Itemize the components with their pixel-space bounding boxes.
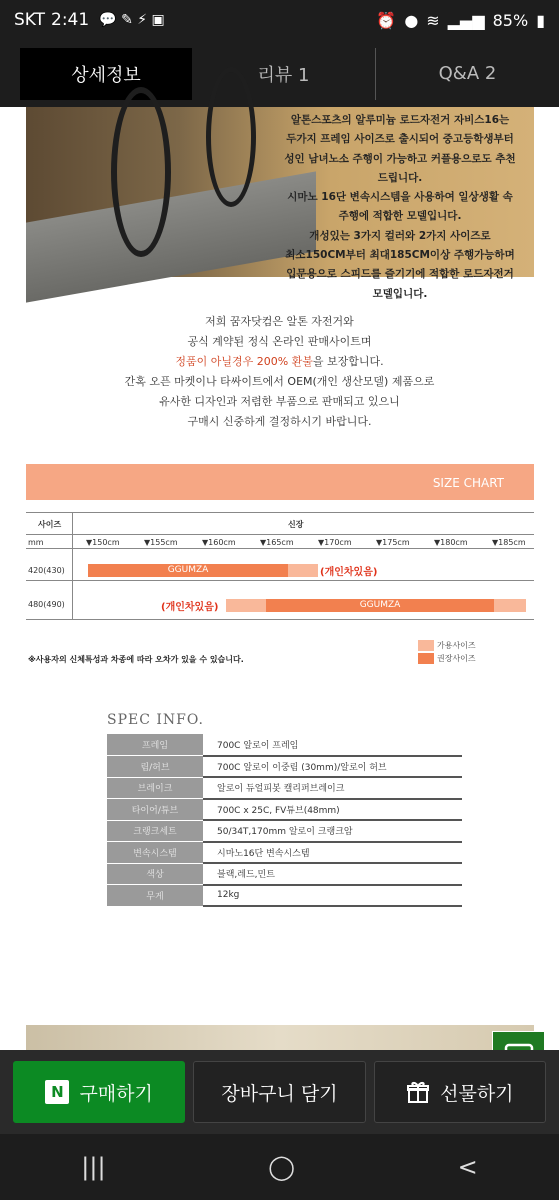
spec-key: 무게: [107, 885, 203, 907]
tab-qna[interactable]: Q&A 2: [375, 48, 559, 100]
unit-label: mm: [28, 538, 44, 547]
row-label: 420(430): [28, 566, 65, 575]
spec-title: SPEC INFO.: [107, 712, 204, 728]
size-chart-title: SIZE CHART: [432, 476, 504, 490]
spec-key: 프레임: [107, 734, 203, 756]
individual-note: (개인차있음): [161, 602, 219, 613]
notice-line: 간혹 오픈 마켓이나 타싸이트에서 OEM(개인 생산모델) 제품으로: [124, 375, 435, 388]
spec-row: [107, 885, 462, 907]
hero-image: [26, 107, 534, 300]
individual-note: (개인차있음): [320, 567, 378, 578]
spec-key: 색상: [107, 863, 203, 885]
hero-line: 최소150CM부터 최대185CM이상 주행가능하며: [285, 249, 515, 262]
notification-icons: 💬 ✎ ⚡ ▣: [99, 12, 165, 28]
tick-label: ▼175cm: [376, 538, 410, 547]
legend-recommended: [418, 653, 476, 664]
gift-button[interactable]: [374, 1061, 546, 1123]
spec-key: 변속시스템: [107, 842, 203, 864]
alarm-icon: ⏰: [376, 10, 397, 30]
spec-value: 700C x 25C, FV튜브(48mm): [203, 799, 462, 821]
signal-icon: ▂▄▆: [447, 10, 485, 30]
recent-apps-button[interactable]: |||: [81, 1153, 106, 1181]
tick-label: ▼155cm: [144, 538, 178, 547]
spec-key: 크랭크세트: [107, 820, 203, 842]
legend-label: 권장사이즈: [437, 654, 476, 663]
back-button[interactable]: <: [457, 1153, 478, 1181]
add-to-cart-button[interactable]: [193, 1061, 365, 1123]
usable-bar: [288, 564, 318, 577]
divider: [26, 534, 534, 535]
tick-label: ▼185cm: [492, 538, 526, 547]
row-label: 480(490): [28, 600, 65, 609]
hero-line: 주행에 적합한 모델입니다.: [338, 210, 462, 223]
legend-label: 가용사이즈: [437, 641, 476, 650]
battery-icon: ▮: [536, 10, 545, 30]
size-chart-header: [26, 464, 534, 500]
clock: 2:41: [51, 10, 90, 30]
spec-value: 블랙,레드,민트: [203, 863, 462, 885]
legend-usable: [418, 640, 476, 651]
hero-description: [280, 111, 520, 304]
notice-text: 을 보장합니다.: [312, 355, 384, 368]
divider: [26, 580, 534, 581]
spec-row: [107, 799, 462, 821]
tick-label: ▼180cm: [434, 538, 468, 547]
product-detail-content[interactable]: [0, 107, 559, 1050]
notice-line: 공식 계약된 정식 온라인 판매사이트며: [187, 335, 372, 348]
spec-value: 700C 알로이 이중림 (30mm)/알로이 허브: [203, 756, 462, 778]
bike-wheel: [111, 87, 171, 257]
divider: [72, 512, 73, 620]
location-icon: ●: [404, 10, 419, 30]
tick-label: ▼165cm: [260, 538, 294, 547]
wifi-icon: ≋: [426, 10, 440, 30]
spec-row: [107, 756, 462, 778]
spec-row: [107, 820, 462, 842]
recommended-bar: GGUMZA: [266, 599, 494, 612]
authenticity-notice: [0, 312, 559, 432]
hero-line: 성인 남녀노소 주행이 가능하고 커플용으로도 추천드립니다.: [284, 152, 516, 184]
action-bar: [0, 1050, 559, 1134]
spec-row: [107, 777, 462, 799]
spec-row: [107, 842, 462, 864]
hero-line: 입문용으로 스피드를 즐기기에 적합한 로드자전거 모델입니다.: [286, 268, 514, 300]
tick-label: ▼160cm: [202, 538, 236, 547]
spec-row: [107, 734, 462, 756]
notice-line: 저희 꿈자닷컴은 알톤 자전거와: [205, 315, 354, 328]
status-bar: [0, 0, 559, 40]
spec-value: 알로이 듀얼피봇 캘리퍼브레이크: [203, 777, 462, 799]
hero-line: 알톤스포츠의 알루미늄 로드자전거 자비스16는: [290, 114, 510, 126]
spec-value: 12kg: [203, 885, 462, 907]
size-chart-note: ※사용자의 신체특성과 차종에 따라 오차가 있을 수 있습니다.: [28, 655, 244, 664]
notice-line: 구매시 신중하게 결정하시기 바랍니다.: [187, 415, 372, 428]
col-height: 신장: [288, 520, 304, 529]
system-nav-bar: [0, 1134, 559, 1200]
spec-table: [107, 734, 462, 907]
divider: [26, 548, 534, 549]
spec-value: 700C 알로이 프레임: [203, 734, 462, 756]
cart-label: 장바구니 담기: [221, 1082, 338, 1105]
spec-key: 브레이크: [107, 777, 203, 799]
recommended-bar: GGUMZA: [88, 564, 288, 577]
spec-info: [107, 712, 467, 907]
tick-label: ▼170cm: [318, 538, 352, 547]
buy-button[interactable]: [13, 1061, 185, 1123]
refund-guarantee: 정품이 아닐경우 200% 환불: [175, 355, 313, 368]
spec-key: 타이어/튜브: [107, 799, 203, 821]
usable-bar: [494, 599, 526, 612]
system-icons: [376, 11, 545, 30]
tab-bar: [0, 40, 559, 107]
gift-label: 선물하기: [440, 1082, 514, 1105]
home-button[interactable]: ◯: [268, 1153, 295, 1181]
hero-line: 시마노 16단 변속시스템을 사용하여 일상생활 속: [287, 191, 513, 204]
tab-detail[interactable]: 상세정보: [20, 48, 192, 100]
gift-icon: [406, 1080, 430, 1104]
spec-row: [107, 863, 462, 885]
notice-line: 유사한 디자인과 저렴한 부품으로 판매되고 있으니: [159, 395, 400, 408]
size-chart: [26, 464, 534, 669]
divider: [26, 512, 534, 513]
bike-wheel: [206, 67, 256, 207]
notice-line: [0, 352, 559, 372]
naver-icon: N: [45, 1080, 69, 1104]
hero-line: 두가지 프레임 사이즈로 출시되어 중고등학생부터: [286, 133, 514, 146]
carrier: SKT: [14, 10, 46, 30]
divider: [26, 619, 534, 620]
spec-value: 시마노16단 변속시스템: [203, 842, 462, 864]
spec-value: 50/34T,170mm 알로이 크랭크암: [203, 820, 462, 842]
spec-key: 림/허브: [107, 756, 203, 778]
usable-bar: [226, 599, 266, 612]
col-size: 사이즈: [38, 520, 62, 529]
road-shape: [26, 171, 316, 302]
hero-line: 개성있는 3가지 컬러와 2가지 사이즈로: [309, 229, 491, 242]
battery-level: 85%: [492, 10, 529, 30]
tab-review[interactable]: 리뷰 1: [257, 64, 310, 86]
buy-label: 구매하기: [79, 1082, 153, 1105]
tick-label: ▼150cm: [86, 538, 120, 547]
